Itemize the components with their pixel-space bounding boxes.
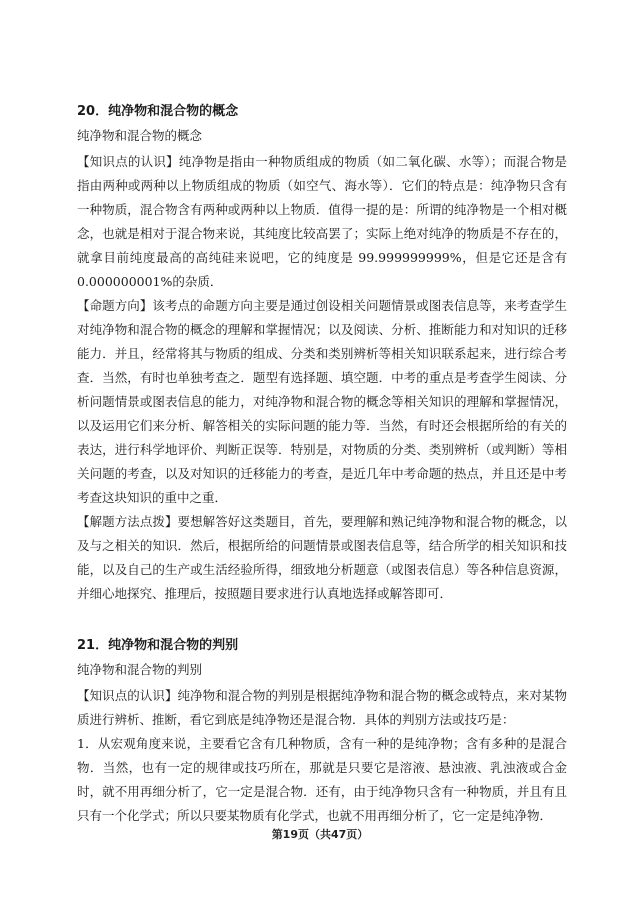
section-subtitle: 纯净物和混合物的判别 xyxy=(77,662,203,677)
page-content xyxy=(77,102,567,828)
section-spacer xyxy=(77,606,567,636)
paragraph-point-1: 1．从宏观角度来说，主要看它含有几种物质，含有一种的是纯净物；含有多种的是混合物．当然，也有一定的规律或技巧所在，那就是只要它是溶液、悬浊液、乳浊液或合金时，就不用再细分析了，它一定是混合物．还有，由于纯净物只含有一种物质，并且有且只有一个化学式；所以只要某物质有化学式，也就不用再细分析了，它一定是纯净物． xyxy=(77,736,567,823)
section-title: 21．纯净物和混合物的判别 xyxy=(77,638,239,653)
section-20 xyxy=(77,102,567,606)
paragraph-solving-tips: 【解题方法点拨】要想解答好这类题目，首先，要理解和熟记纯净物和混合物的概念，以及与之相关的知识．然后，根据所给的问题情景或图表信息等，结合所学的相关知识和技能，以及自己的生产或生活经验所得，细致地分析题意（或图表信息）等各种信息资源，并细心地探究、推理后，按照题目要求进行认真地选择或解答即可． xyxy=(77,514,567,601)
paragraph-knowledge: 【知识点的认识】纯净物是指由一种物质组成的物质（如二氧化碳、水等）；而混合物是指由两种或两种以上物质组成的物质（如空气、海水等）．它们的特点是：纯净物只含有一种物质，混合物含有两种或两种以上物质．值得一提的是：所谓的纯净物是一个相对概念，也就是相对于混合物来说，其纯度比较高罢了；实际上绝对纯净的物质是不存在的，就拿目前纯度最高的高纯硅来说吧，它的纯度是 99.999999999%，但是它还是含有 0.000000001%的杂质． xyxy=(77,154,567,289)
section-subtitle: 纯净物和混合物的概念 xyxy=(77,128,203,143)
paragraph-exam-direction: 【命题方向】该考点的命题方向主要是通过创设相关问题情景或图表信息等，来考查学生对纯净物和混合物的概念的理解和掌握情况；以及阅读、分析、推断能力和对知识的迁移能力．并且，经常将其与物质的组成、分类和类别辨析等相关知识联系起来，进行综合考查．当然，有时也单独考查之．题型有选择题、填空题．中考的重点是考查学生阅读、分析问题情景或图表信息的能力，对纯净物和混合物的概念等相关知识的理解和掌握情况，以及运用它们来分析、解答相关的实际问题的能力等．当然，有时还会根据所给的有关的表达，进行科学地评价、判断正误等．特别是，对物质的分类、类别辨析（或判断）等相关问题的考查，以及对知识的迁移能力的考查，是近几年中考命题的热点，并且还是中考考查这块知识的重中之重． xyxy=(77,298,567,505)
section-title: 20．纯净物和混合物的概念 xyxy=(77,104,239,119)
page-footer: 第19页（共47页） xyxy=(271,828,369,841)
section-21 xyxy=(77,636,567,828)
paragraph-knowledge: 【知识点的认识】纯净物和混合物的判别是根据纯净物和混合物的概念或特点，来对某物质进行辨析、推断，看它到底是纯净物还是混合物．具体的判别方法或技巧是： xyxy=(77,688,567,727)
